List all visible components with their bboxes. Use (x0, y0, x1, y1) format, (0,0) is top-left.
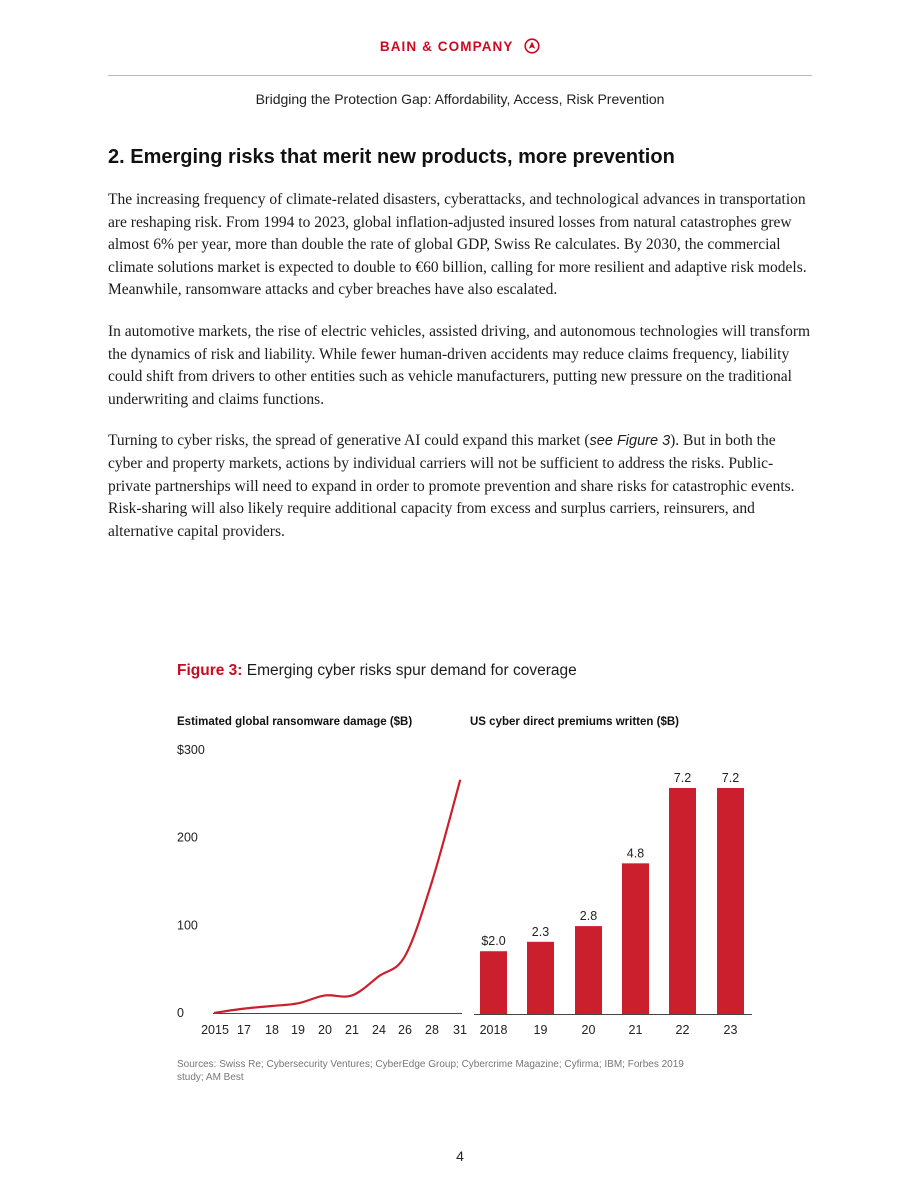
x-tick-label: 26 (398, 1023, 412, 1037)
paragraph: In automotive markets, the rise of electric vehicles, assisted driving, and autonomous technologies will transform the dynamics of risk and liability. While fewer human-driven accidents may reduce claims frequency, liability could shift from drivers to other entities such as vehicle manufacturers, putting new pressure on the traditional underwriting and claims functions. (108, 322, 811, 408)
bar-value-label: 2.8 (579, 909, 598, 924)
bar (669, 788, 696, 1014)
bar-category-label: 20 (581, 1023, 596, 1037)
bar-category-label: 2018 (479, 1023, 508, 1037)
running-title: Bridging the Protection Gap: Affordability, Access, Risk Prevention (255, 91, 665, 107)
figure-reference: see Figure 3 (589, 433, 671, 450)
bar-value-label: 7.2 (673, 771, 692, 785)
bar-chart-title: US cyber direct premiums written ($B) (470, 716, 679, 728)
x-tick-label: 31 (453, 1023, 467, 1037)
bar-value-label: 4.8 (626, 846, 645, 861)
x-tick-label: 17 (237, 1023, 251, 1037)
y-tick-label: 200 (177, 830, 198, 845)
bar (717, 788, 744, 1014)
bar-category-label: 22 (675, 1023, 690, 1037)
y-tick-label: $300 (177, 743, 205, 757)
x-tick-label: 24 (372, 1023, 386, 1037)
figure-sources: Sources: Swiss Re; Cybersecurity Ventures; CyberEdge Group; Cybercrime Magazine; Cyfirma; IBM; Forbes 2019 study; AM Best (177, 1059, 684, 1083)
line-chart-title: Estimated global ransomware damage ($B) (177, 716, 413, 728)
bar (575, 926, 602, 1014)
figure-title: Emerging cyber risks spur demand for coverage (246, 662, 577, 679)
cyber-premiums-bar-chart (474, 771, 752, 1037)
bar-value-label: 7.2 (721, 771, 740, 785)
bar (527, 942, 554, 1014)
paragraph-text: ). But in both the cyber and property markets, actions by individual carriers will not be sufficient to address the risks. Public-private partnerships will need to expand in order to promote prevention and share risks for catastrophic events. Risk-sharing will also likely require additional capacity from excess and surplus carriers, reinsurers, and alternative capital providers. (108, 432, 795, 540)
figure-label: Figure 3: (177, 662, 243, 679)
section-heading: 2. Emerging risks that merit new products, more prevention (108, 146, 675, 168)
x-tick-label: 2015 (201, 1023, 229, 1037)
bar-category-label: 19 (533, 1023, 548, 1037)
bar (480, 951, 507, 1014)
y-tick-label: 100 (177, 918, 198, 933)
y-tick-label: 0 (177, 1006, 184, 1020)
x-tick-label: 19 (291, 1023, 305, 1037)
bar-value-label: 2.3 (531, 924, 550, 939)
paragraph: The increasing frequency of climate-related disasters, cyberattacks, and technological advances in transportation are reshaping risk. From 1994 to 2023, global inflation-adjusted insured losses from natural catastrophes grew almost 6% per year, more than double the rate of global GDP, Swiss Re calculates. By 2030, the commercial climate solutions market is expected to double to €60 billion, calling for more resilient and adaptive risk models. Meanwhile, ransomware attacks and cyber breaches have also escalated. (108, 191, 807, 299)
bar-category-label: 21 (628, 1023, 643, 1037)
x-tick-label: 28 (425, 1023, 439, 1037)
brand-name: BAIN & COMPANY (379, 39, 514, 54)
x-tick-label: 21 (345, 1023, 359, 1037)
bar-category-label: 23 (723, 1023, 738, 1037)
ransomware-damage-line (215, 781, 460, 1013)
bar-value-label: $2.0 (481, 934, 506, 949)
bar (622, 863, 649, 1014)
ransomware-line-chart (177, 743, 467, 1037)
paragraph-text: Turning to cyber risks, the spread of generative AI could expand this market ( (108, 432, 590, 450)
x-tick-label: 20 (318, 1023, 332, 1037)
page-number: 4 (456, 1148, 464, 1164)
x-tick-label: 18 (265, 1023, 279, 1037)
